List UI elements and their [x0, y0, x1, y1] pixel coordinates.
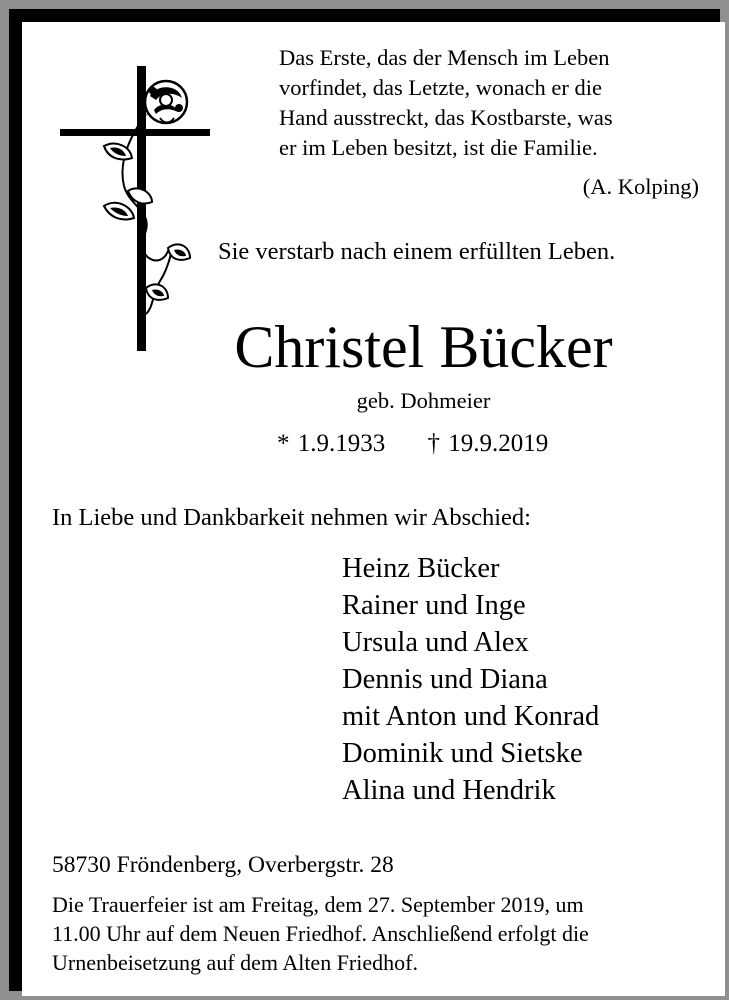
- mourner-item: Alina und Hendrik: [342, 775, 556, 806]
- ceremony-line: Urnenbeisetzung auf dem Alten Friedhof.: [52, 950, 418, 975]
- birth-date: * 1.9.1933: [277, 430, 386, 457]
- quote-line: vorfindet, das Letzte, wonach er die: [279, 75, 602, 100]
- ceremony-line: Die Trauerfeier ist am Freitag, dem 27. September 2019, um: [52, 892, 584, 917]
- mourner-item: Heinz Bücker: [342, 553, 500, 584]
- deceased-name: Christel Bücker: [234, 314, 613, 380]
- mourner-item: Ursula und Alex: [342, 627, 529, 658]
- quote-author: (A. Kolping): [582, 174, 699, 199]
- quote-line: Das Erste, das der Mensch im Leben: [279, 45, 610, 70]
- address: 58730 Fröndenberg, Overbergstr. 28: [52, 852, 394, 878]
- life-dates: [277, 430, 548, 458]
- death-date: † 19.9.2019: [427, 430, 549, 457]
- mourner-item: mit Anton und Konrad: [342, 701, 600, 732]
- quote-line: er im Leben besitzt, ist die Familie.: [279, 135, 598, 160]
- mourner-item: Rainer und Inge: [342, 590, 526, 621]
- ceremony-info: [52, 890, 712, 977]
- birth-name: geb. Dohmeier: [356, 388, 491, 413]
- ceremony-line: 11.00 Uhr auf dem Neuen Friedhof. Anschließend erfolgt die: [52, 921, 589, 946]
- farewell-text: In Liebe und Dankbarkeit nehmen wir Abschied:: [52, 504, 531, 531]
- mourner-item: Dominik und Sietske: [342, 738, 583, 769]
- obituary-card: [22, 22, 725, 996]
- quote-line: Hand ausstreckt, das Kostbarste, was: [279, 105, 613, 130]
- cross-with-rose-icon: [60, 66, 210, 351]
- intro-text: Sie verstarb nach einem erfüllten Leben.: [218, 238, 616, 265]
- quote: [279, 43, 719, 163]
- mourner-item: Dennis und Diana: [342, 664, 548, 695]
- mourners-list: [342, 550, 599, 809]
